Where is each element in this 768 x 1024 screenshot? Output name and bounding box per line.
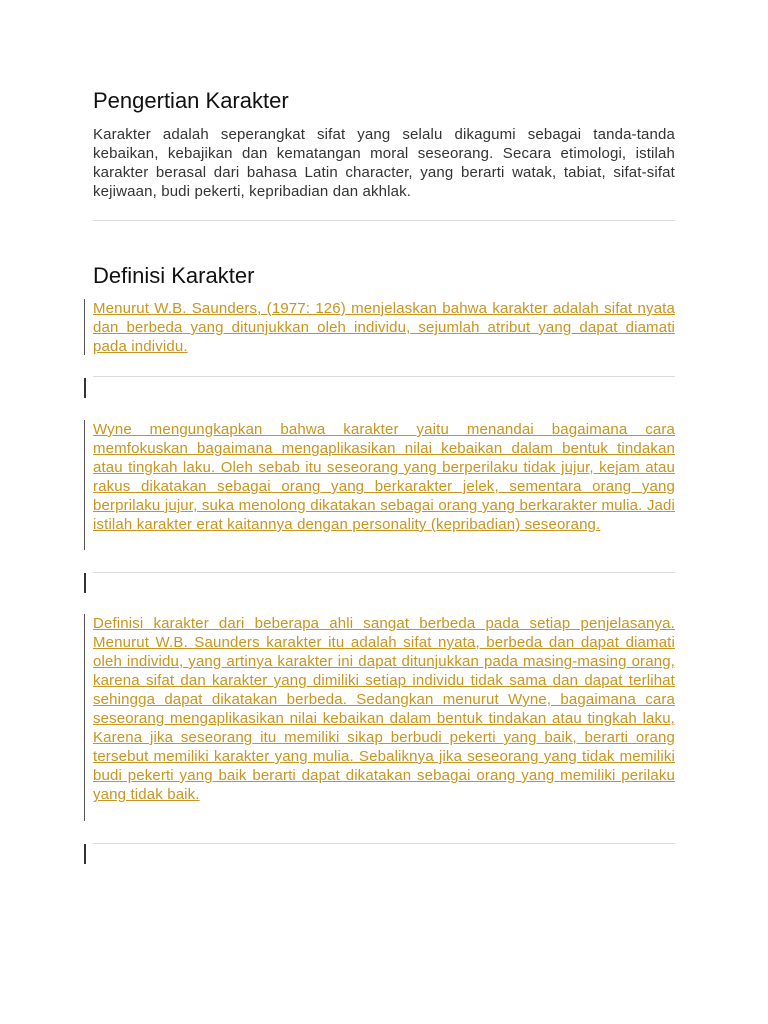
divider: [93, 376, 675, 377]
text-cursor: [84, 844, 86, 864]
quote-bar: [84, 299, 85, 355]
divider: [93, 843, 675, 844]
quote-bar: [84, 420, 85, 550]
quote-block-1: [93, 299, 675, 356]
divider: [93, 572, 675, 573]
quote-bar: [84, 614, 85, 821]
divider: [93, 220, 675, 221]
heading-definisi-karakter: Definisi Karakter: [93, 263, 255, 288]
quote-link-3[interactable]: Definisi karakter dari beberapa ahli sangat berbeda pada setiap penjelasanya. Menurut W.B. Saunders karakter itu adalah sifat nyata, berbeda dan dapat diamati oleh individu, yang artinya karakter ini dapat ditunjukkan pada masing-masing orang, karena sifat dan karakter yang dimiliki setiap individu tidak sama dan dapat terlihat sehingga dapat dikatakan berbeda. Sedangkan menurut Wyne, bagaimana cara seseorang mengaplikasikan nilai kebaikan dalam bentuk tindakan atau tingkah laku, Karena jika seseorang itu memiliki sikap berbudi pekerti yang baik, berarti orang tersebut memiliki karakter yang mulia. Sebaliknya jika seseorang yang tidak memiliki budi pekerti yang baik berarti dapat dikatakan sebagai orang yang memiliki perilaku yang tidak baik.: [93, 615, 675, 803]
quote-block-2: [93, 420, 675, 534]
quote-block-3: [93, 614, 675, 804]
quote-link-2[interactable]: Wyne mengungkapkan bahwa karakter yaitu menandai bagaimana cara memfokuskan bagaimana mengaplikasikan nilai kebaikan dalam bentuk tindakan atau tingkah laku. Oleh sebab itu seseorang yang berperilaku tidak jujur, kejam atau rakus dikatakan sebagai orang yang berkarakter jelek, sementara orang yang berprilaku jujur, suka menolong dikatakan sebagai orang yang berkarakter mulia. Jadi istilah karakter erat kaitannya dengan personality (kepribadian) seseorang.: [93, 421, 675, 533]
heading-pengertian-karakter: Pengertian Karakter: [93, 88, 289, 113]
text-cursor: [84, 573, 86, 593]
quote-link-1[interactable]: Menurut W.B. Saunders, (1977: 126) menjelaskan bahwa karakter adalah sifat nyata dan berbeda yang ditunjukkan oleh individu, sejumlah atribut yang dapat diamati pada individu.: [93, 300, 675, 355]
paragraph-pengertian: Karakter adalah seperangkat sifat yang selalu dikagumi sebagai tanda-tanda kebaikan, kebajikan dan kematangan moral seseorang. Secara etimologi, istilah karakter berasal dari bahasa Latin character, yang berarti watak, tabiat, sifat-sifat kejiwaan, budi pekerti, kepribadian dan akhlak.: [93, 126, 675, 200]
text-cursor: [84, 378, 86, 398]
